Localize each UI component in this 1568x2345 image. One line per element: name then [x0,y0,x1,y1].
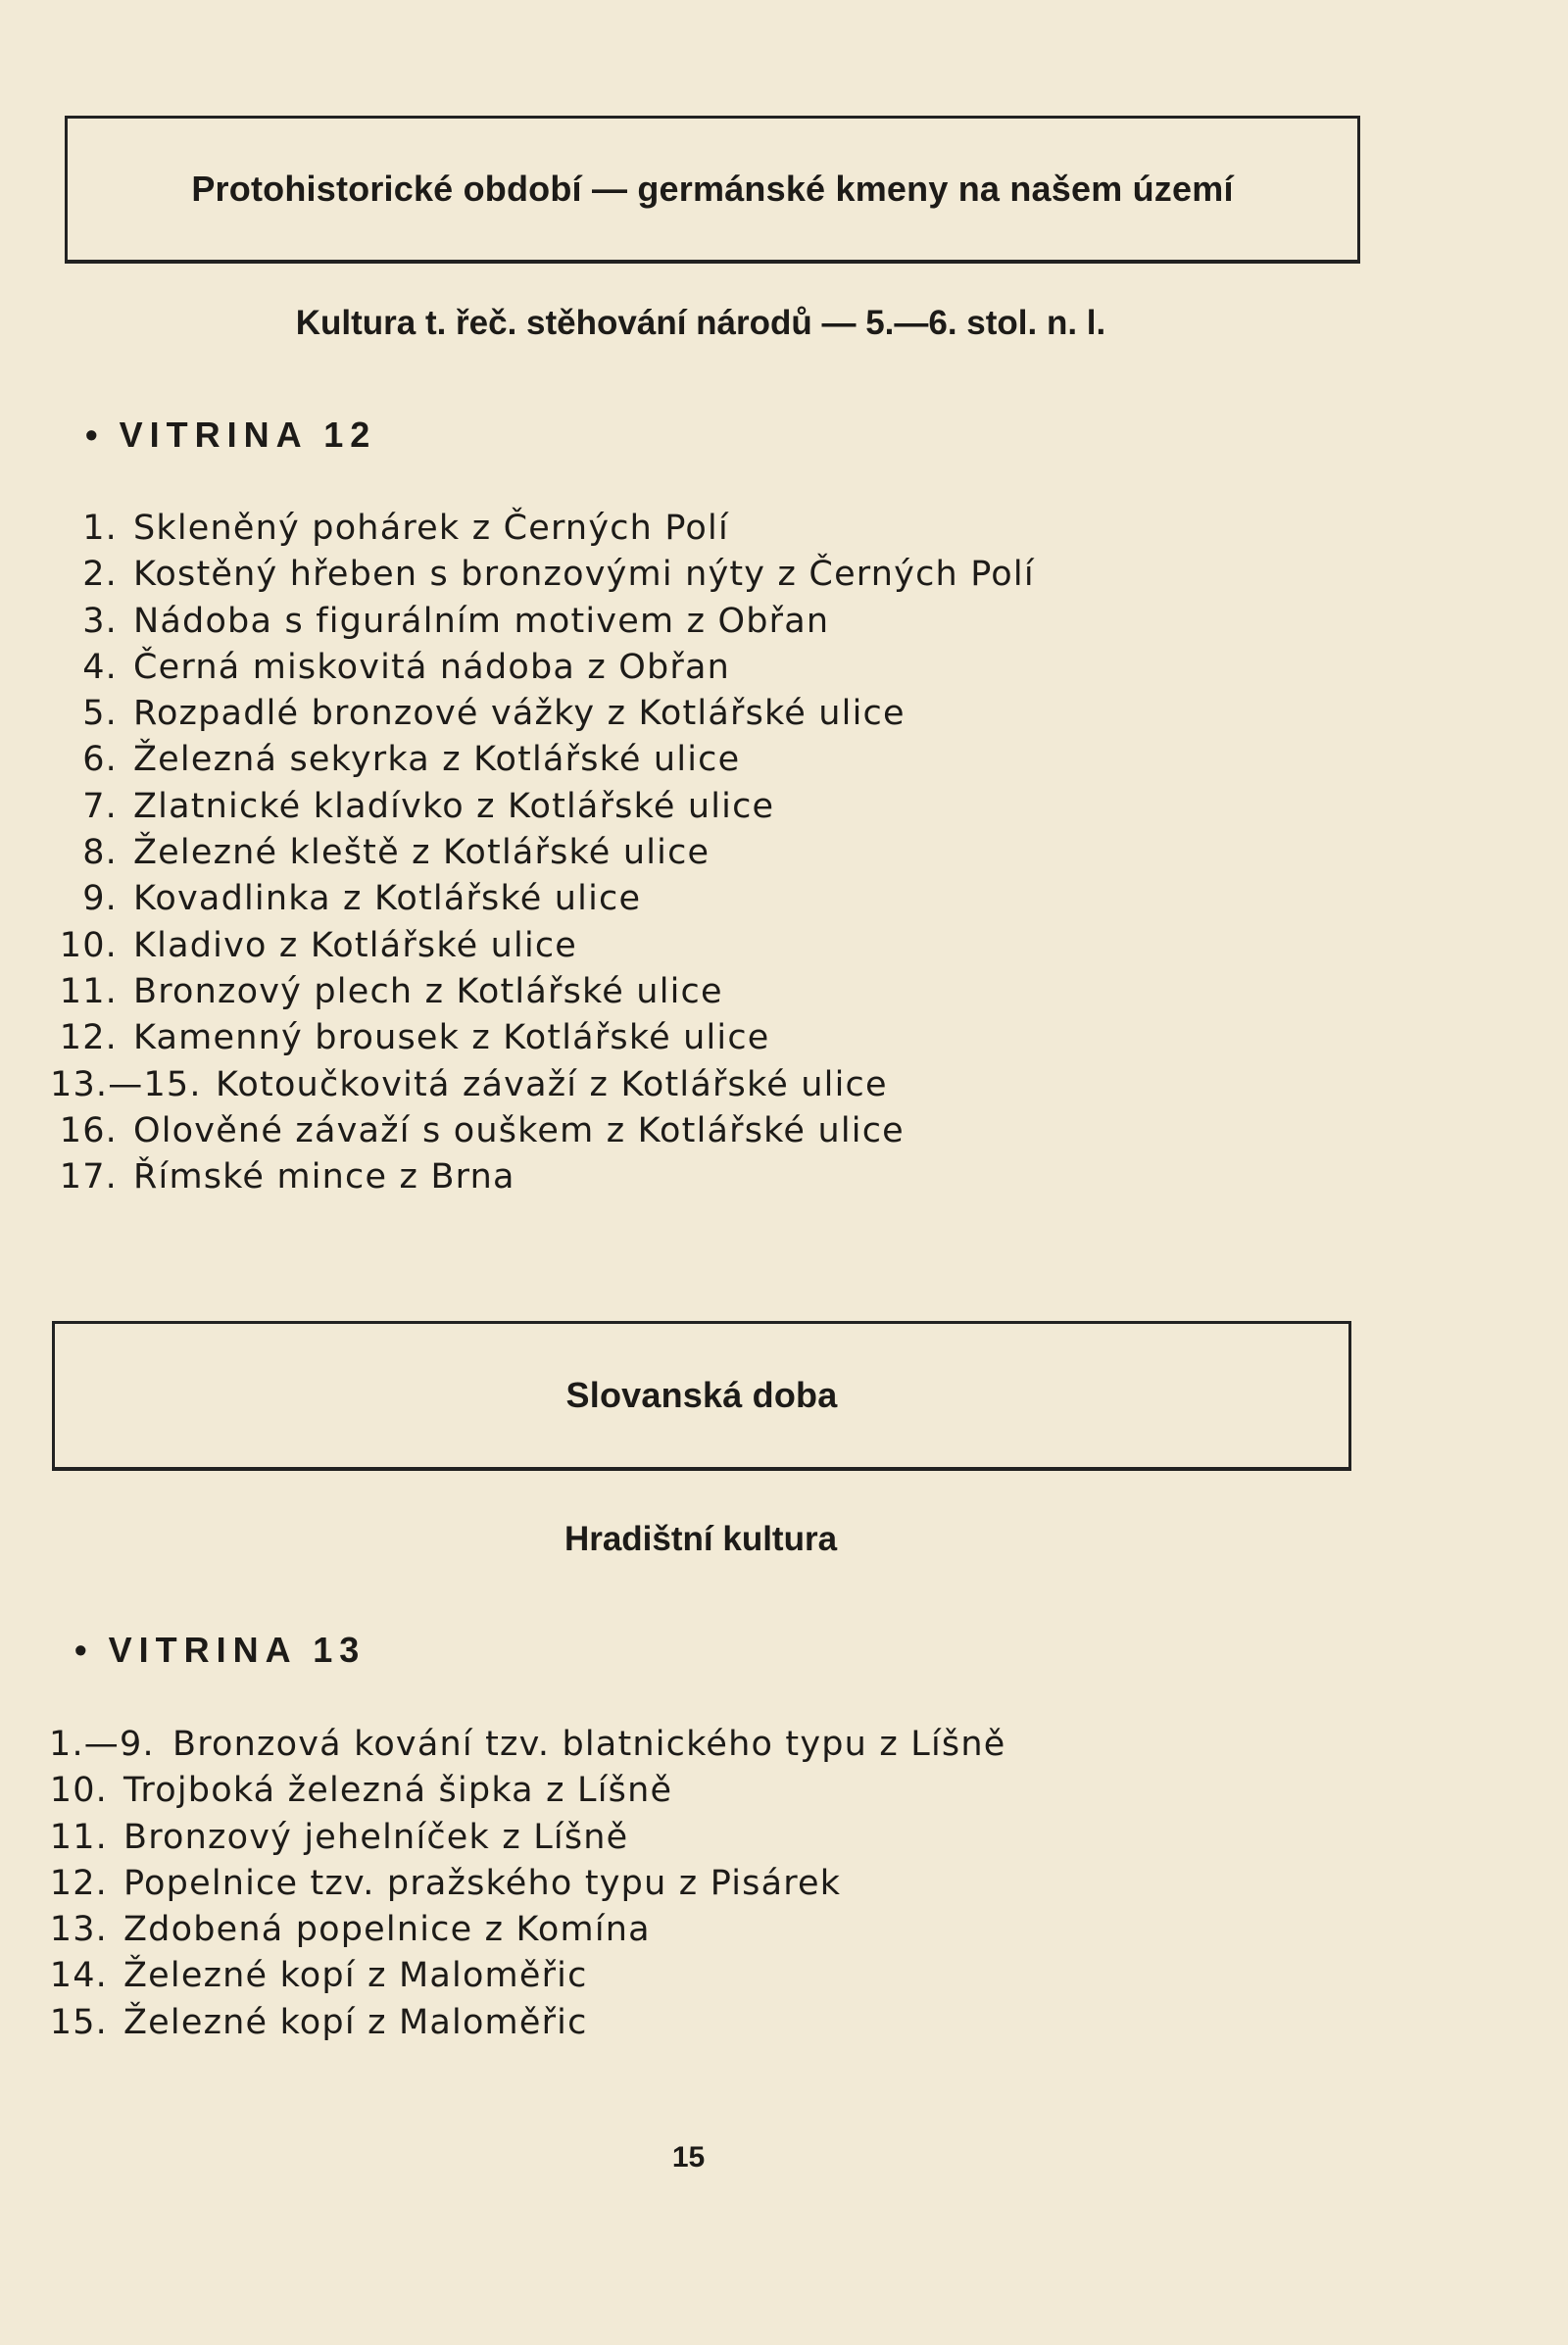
item-number: 17. [59,1157,118,1197]
item-number: 2. [82,555,118,595]
section-2-title-box [52,1321,1351,1471]
list-item [82,506,1035,552]
section-1-title-box [65,116,1360,264]
item-text: Trojboká železná šipka z Líšně [123,1771,673,1811]
list-item [82,830,1035,876]
item-number: 16. [59,1110,118,1150]
item-number: 5. [82,694,118,734]
list-item [82,737,1035,783]
list-item [59,969,1035,1015]
item-number: 10. [49,1771,108,1811]
list-item [82,784,1035,830]
section-2-subtitle: Hradištní kultura [564,1520,838,1558]
item-number: 7. [82,786,118,826]
list-item [82,691,1035,737]
item-number: 3. [82,601,118,641]
list-item [82,552,1035,598]
vitrina-12-label: VITRINA 12 [119,415,377,455]
item-text: Bronzový jehelníček z Líšně [123,1817,629,1857]
item-text: Černá miskovitá nádoba z Obřan [133,647,731,687]
item-text: Železné kleště z Kotlářské ulice [133,833,710,873]
list-item [59,1108,1035,1154]
vitrina-12-list [50,506,1035,1200]
item-text: Bronzová kování tzv. blatnického typu z Líšně [172,1725,1006,1764]
item-number: 4. [82,647,118,687]
item-text: Olověné závaží s ouškem z Kotlářské ulice [133,1110,905,1150]
vitrina-13-heading [74,1630,366,1671]
list-item [59,923,1035,969]
list-item [49,1861,1005,1907]
list-item [59,1015,1035,1061]
bullet-icon: • [85,415,98,455]
section-1-subtitle: Kultura t. řeč. stěhování národů — 5.—6. stol. n. l. [295,304,1106,342]
item-number: 12. [59,1018,118,1058]
item-number: 6. [82,740,118,780]
item-number: 12. [49,1863,108,1903]
item-text: Římské mince z Brna [133,1157,515,1197]
item-text: Nádoba s figurálním motivem z Obřan [133,601,830,641]
item-text: Železná sekyrka z Kotlářské ulice [133,740,741,780]
item-number: 11. [59,971,118,1011]
list-item [49,1907,1005,1953]
item-text: Popelnice tzv. pražského typu z Pisárek [123,1863,842,1903]
list-item [82,876,1035,922]
vitrina-13-list [49,1722,1006,2046]
section-1-title: Protohistorické období — germánské kmeny na našem území [191,169,1234,209]
item-text: Kostěný hřeben s bronzovými nýty z Černých Polí [133,555,1035,595]
item-text: Bronzový plech z Kotlářské ulice [133,971,723,1011]
item-text: Kotoučkovitá závaží z Kotlářské ulice [216,1064,888,1104]
item-text: Kovadlinka z Kotlářské ulice [133,879,642,919]
item-number: 13. [49,1910,108,1950]
item-number: 14. [49,1956,108,1996]
item-text: Zdobená popelnice z Komína [123,1910,651,1950]
item-number: 10. [59,925,118,965]
vitrina-13-label: VITRINA 13 [108,1630,367,1670]
section-2-title: Slovanská doba [565,1375,838,1415]
list-item [49,1722,1006,1768]
list-item [82,645,1035,691]
item-text: Kamenný brousek z Kotlářské ulice [133,1018,770,1058]
item-number: 11. [49,1817,108,1857]
list-item [49,1815,1005,1861]
list-item [49,1953,1005,1999]
item-number: 9. [82,879,118,919]
vitrina-12-heading [85,415,376,456]
item-text: Železné kopí z Maloměřic [123,2002,588,2042]
page-number: 15 [671,2141,706,2174]
list-item [49,1768,1005,1814]
item-text: Rozpadlé bronzové vážky z Kotlářské ulice [133,694,906,734]
item-number: 15. [49,2002,108,2042]
item-number: 1. [82,509,118,548]
item-number: 13.—15. [50,1064,202,1104]
item-number: 8. [82,833,118,873]
list-item [82,599,1035,645]
list-item [50,1062,1035,1108]
item-text: Železné kopí z Maloměřic [123,1956,588,1996]
list-item [49,2000,1005,2046]
item-number: 1.—9. [49,1725,155,1764]
list-item [59,1154,1035,1200]
item-text: Kladivo z Kotlářské ulice [133,925,578,965]
bullet-icon: • [74,1630,87,1670]
item-text: Skleněný pohárek z Černých Polí [133,509,729,548]
item-text: Zlatnické kladívko z Kotlářské ulice [133,786,775,826]
